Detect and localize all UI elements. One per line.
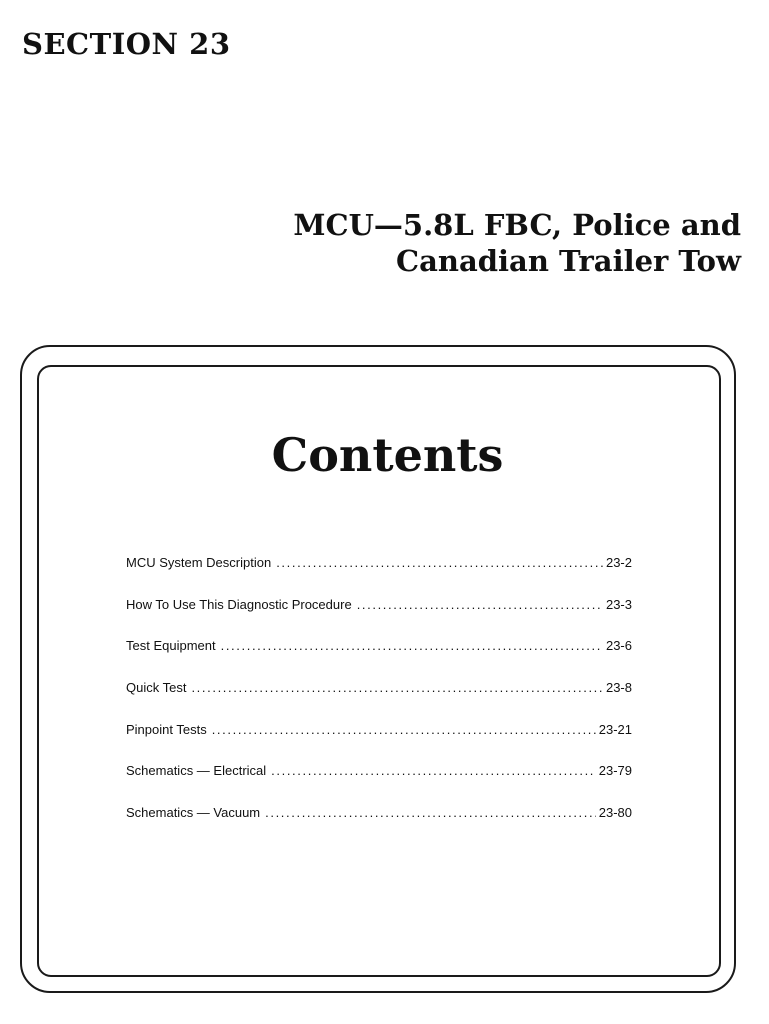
document-title	[293, 207, 741, 279]
document-title-line-2: Canadian Trailer Tow	[396, 244, 741, 278]
toc-entry[interactable]	[126, 763, 632, 805]
toc-entry-page: 23-79	[598, 763, 632, 779]
toc-entry-title: Pinpoint Tests	[126, 721, 207, 737]
table-of-contents	[126, 555, 632, 847]
document-title-line-1: MCU—5.8L FBC, Police and	[293, 208, 741, 242]
section-heading: SECTION 23	[22, 27, 231, 61]
toc-entry[interactable]	[126, 680, 632, 722]
toc-leader	[276, 555, 603, 570]
contents-heading: Contents	[271, 428, 504, 482]
toc-entry-title: Quick Test	[126, 680, 187, 696]
toc-leader	[191, 680, 603, 695]
toc-entry[interactable]	[126, 638, 632, 680]
toc-entry-page: 23-2	[605, 555, 632, 570]
toc-entry-page: 23-21	[598, 721, 632, 737]
toc-leader	[357, 597, 603, 612]
toc-entry-title: MCU System Description	[126, 555, 272, 570]
toc-entry-page: 23-3	[605, 596, 632, 612]
toc-entry[interactable]	[126, 722, 632, 764]
toc-entry-title: Schematics — Electrical	[126, 763, 267, 779]
toc-leader	[265, 805, 596, 820]
toc-leader	[212, 722, 596, 737]
toc-entry[interactable]	[126, 805, 632, 847]
toc-entry-page: 23-6	[605, 638, 632, 654]
toc-leader	[271, 763, 596, 778]
toc-entry-title: How To Use This Diagnostic Procedure	[126, 596, 352, 612]
toc-entry[interactable]	[126, 555, 632, 597]
toc-entry-page: 23-8	[605, 680, 632, 696]
toc-entry-title: Schematics — Vacuum	[126, 805, 261, 821]
toc-entry-page: 23-80	[598, 805, 632, 821]
toc-leader	[221, 638, 603, 653]
toc-entry[interactable]	[126, 597, 632, 639]
toc-entry-title: Test Equipment	[126, 638, 216, 654]
